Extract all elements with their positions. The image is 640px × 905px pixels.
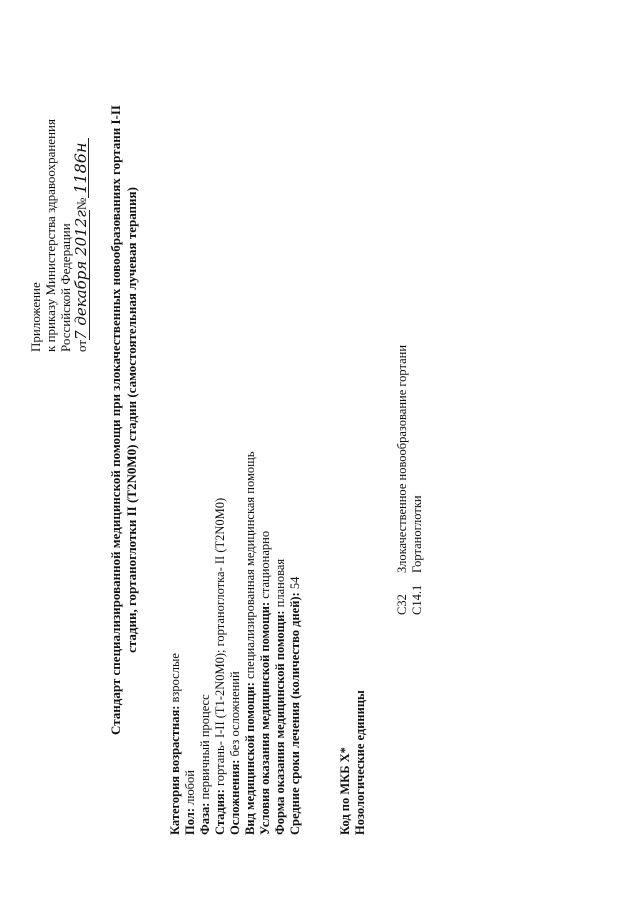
nosology-name: Злокачественное новообразование гортани	[395, 344, 409, 573]
param-label: Средние сроки лечения (количество дней):	[288, 592, 302, 835]
param-row	[273, 235, 288, 835]
title-line-1: Стандарт специализированной медицинской помощи при злокачественных новообразованиях гортани I-II	[108, 105, 123, 735]
document-title	[108, 10, 140, 830]
param-row	[228, 235, 243, 835]
approval-line-3: Российской Федерации	[58, 223, 73, 352]
handwritten-number: 1186н	[73, 139, 89, 198]
param-row	[198, 235, 213, 835]
number-prefix: №	[74, 197, 89, 211]
table-row	[410, 345, 425, 615]
param-value: стационарно	[258, 530, 272, 602]
param-value: любой	[183, 770, 197, 809]
param-label: Пол:	[183, 808, 197, 835]
param-label: Осложнения:	[228, 759, 242, 835]
param-value: плановая	[273, 558, 287, 611]
param-label: Форма оказания медицинской помощи:	[273, 610, 287, 835]
icd-code-table	[395, 345, 425, 615]
param-value: гортань- I-II (T1-2N0M0); гортаноглотка- II (T2N0M0)	[213, 497, 227, 790]
table-row	[395, 345, 410, 615]
param-row	[243, 235, 258, 835]
parameters-list	[168, 235, 303, 835]
param-value: 54	[288, 576, 302, 593]
approval-line-2: к приказу Министерства здравоохранения	[43, 119, 58, 352]
approval-line-1: Приложение	[28, 282, 43, 352]
param-label: Условия оказания медицинской помощи:	[258, 601, 272, 835]
icd-code: C14.1	[410, 584, 424, 615]
param-row	[288, 235, 303, 835]
icd-codes-section	[338, 235, 368, 835]
icd-code: C32	[395, 594, 409, 615]
approval-block	[28, 0, 90, 352]
param-value: без осложнений	[228, 671, 242, 760]
title-line-2: стадии, гортаноглотки II (T2N0M0) стадии (самостоятельная лучевая терапия)	[124, 187, 139, 653]
param-row	[258, 235, 273, 835]
param-row	[168, 235, 183, 835]
param-label: Фаза:	[198, 802, 212, 835]
param-value: взрослые	[168, 653, 182, 706]
param-label: Категория возрастная:	[168, 705, 182, 835]
handwritten-date: 7 декабря 2012г	[72, 210, 90, 340]
nosology-name: Гортаноглотки	[410, 495, 424, 573]
approval-date-line	[73, 0, 90, 352]
nosology-header: Нозологические единицы	[353, 690, 367, 835]
from-prefix: от	[74, 339, 89, 352]
param-row	[183, 235, 198, 835]
param-label: Стадия:	[213, 789, 227, 835]
icd-header: Код по МКБ X*	[338, 747, 352, 835]
param-value: специализированная медицинская помощь	[243, 451, 257, 683]
param-row	[213, 235, 228, 835]
param-label: Вид медицинской помощи:	[243, 682, 257, 835]
param-value: первичный процесс	[198, 694, 212, 803]
